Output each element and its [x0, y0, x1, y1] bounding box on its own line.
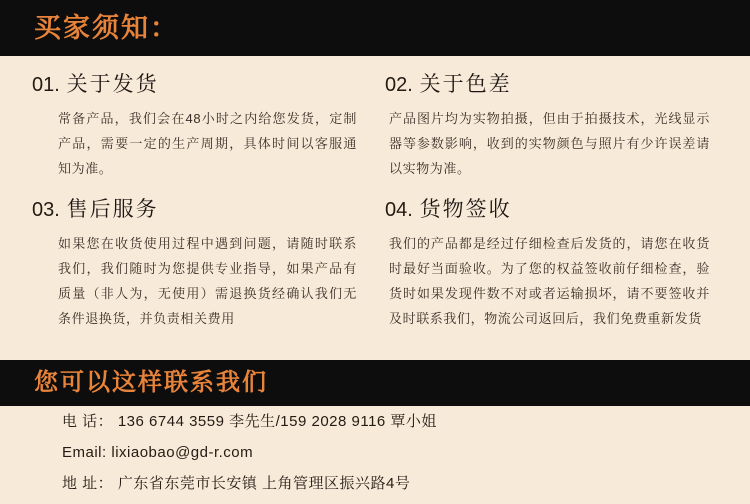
contact-value-email: lixiaobao@gd-r.com	[111, 444, 254, 461]
notice-banner	[0, 0, 750, 56]
contact-list	[0, 406, 750, 499]
contact-label-email: Email:	[62, 444, 107, 461]
notice-item-heading	[32, 68, 361, 98]
notice-item-04	[375, 181, 728, 331]
contact-banner	[0, 360, 750, 406]
notice-row-1	[22, 56, 728, 181]
notice-item-03	[22, 181, 375, 331]
contact-label-phone: 电 话：	[62, 413, 114, 430]
notice-item-heading	[385, 68, 714, 98]
contact-label-address: 地 址：	[62, 475, 114, 492]
notice-item-02	[375, 56, 728, 181]
notice-item-heading	[32, 193, 361, 223]
notice-item-body: 产品图片均为实物拍摄，但由于拍摄技术，光线显示器等参数影响，收到的实物颜色与照片有少许误差请以实物为准。	[389, 111, 710, 176]
notice-item-number: 02.	[385, 74, 413, 96]
notice-item-number: 01.	[32, 74, 60, 96]
notice-item-body: 如果您在收货使用过程中遇到问题，请随时联系我们，我们随时为您提供专业指导，如果产品有质量（非人为，无使用）需退换货经确认我们无条件退换货，并负责相关费用	[58, 236, 357, 326]
notice-item-title: 关于色差	[419, 73, 512, 96]
contact-line-address	[62, 468, 750, 499]
notice-row-2	[22, 181, 728, 331]
contact-value-phone: 136 6744 3559 李先生/159 2028 9116 覃小姐	[117, 413, 437, 430]
notice-item-title: 售后服务	[66, 198, 159, 221]
contact-line-phone	[62, 406, 750, 437]
notice-grid	[0, 56, 750, 356]
notice-banner-title: 买家须知：	[34, 13, 179, 43]
notice-item-number: 04.	[385, 199, 413, 221]
notice-item-heading	[385, 193, 714, 223]
notice-item-title: 关于发货	[66, 73, 159, 96]
notice-item-body: 我们的产品都是经过仔细检查后发货的，请您在收货时最好当面验收。为了您的权益签收前仔细检查，验货时如果发现件数不对或者运输损坏，请不要签收并及时联系我们，物流公司返回后，我们免费重新发货	[389, 236, 710, 326]
contact-value-address: 广东省东莞市长安镇 上角管理区振兴路4号	[117, 475, 411, 492]
notice-item-title: 货物签收	[419, 198, 512, 221]
notice-item-number: 03.	[32, 199, 60, 221]
contact-line-email	[62, 437, 750, 468]
notice-item-01	[22, 56, 375, 181]
notice-item-body: 常备产品，我们会在48小时之内给您发货，定制产品，需要一定的生产周期，具体时间以客服通知为准。	[58, 111, 357, 176]
contact-banner-title: 您可以这样联系我们	[34, 369, 268, 396]
